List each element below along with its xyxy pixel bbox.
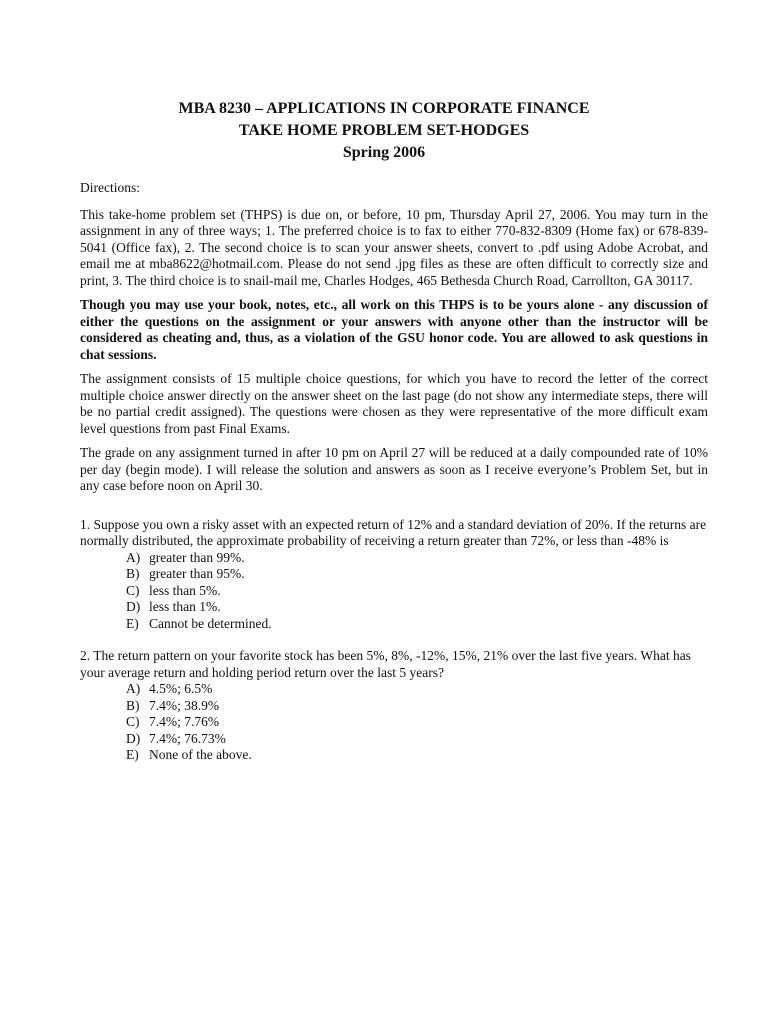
choice-letter: C) <box>126 714 140 729</box>
choice-text: 4.5%; 6.5% <box>149 681 213 696</box>
choice-text: less than 1%. <box>149 599 221 614</box>
answer-choice-a <box>126 681 708 698</box>
term-title: Spring 2006 <box>342 144 426 161</box>
answer-choice-d <box>126 599 708 616</box>
honor-code-notice: Though you may use your book, notes, etc., all work on this THPS is to be yours alone - any discussion of either the questions on the assignment or your answers with anyone other than the instructor will be considered as cheating and, thus, as a violation of the GSU honor code. You are allowed to ask questions in chat sessions. <box>80 297 708 362</box>
question-text: 2. The return pattern on your favorite stock has been 5%, 8%, -12%, 15%, 21% over the last five years. What has your average return and holding period return over the last 5 years? <box>80 648 691 680</box>
choice-letter: B) <box>126 566 140 581</box>
choice-text: Cannot be determined. <box>149 615 272 631</box>
choice-letter: A) <box>126 549 141 565</box>
choice-text: None of the above. <box>149 747 252 762</box>
course-title: MBA 8230 – APPLICATIONS IN CORPORATE FINANCE <box>178 100 590 117</box>
choice-letter: A) <box>126 681 141 696</box>
answer-choice-a <box>126 550 708 567</box>
directions-label: Directions: <box>80 180 140 195</box>
question-text: 1. Suppose you own a risky asset with an expected return of 12% and a standard deviation of 20%. If the returns are normally distributed, the approximate probability of receiving a return greater than 72%, or less than -48% is <box>80 516 707 548</box>
choice-letter: D) <box>126 730 141 746</box>
answer-choice-c <box>126 714 708 731</box>
answer-choices <box>80 681 708 764</box>
choice-text: greater than 95%. <box>149 566 245 581</box>
choice-text: 7.4%; 76.73% <box>149 730 226 746</box>
document-body <box>80 180 708 764</box>
choice-letter: B) <box>126 697 140 713</box>
choice-letter: D) <box>126 599 141 614</box>
answer-choice-e <box>126 747 708 764</box>
choice-letter: E) <box>126 747 139 762</box>
answer-choice-e <box>126 616 708 633</box>
assignment-description: The assignment consists of 15 multiple choice questions, for which you have to record the letter of the correct multiple choice answer directly on the answer sheet on the last page (do not show any intermediate steps, there will be no partial credit assigned). The questions were chosen as they were representative of the more difficult exam level questions from past Final Exams. <box>80 371 708 436</box>
question-2 <box>80 648 708 764</box>
choice-text: 7.4%; 38.9% <box>149 697 220 713</box>
submission-instructions: This take-home problem set (THPS) is due on, or before, 10 pm, Thursday April 27, 2006. You may turn in the assignment in any of three ways; 1. The preferred choice is to fax to either 770-832-8309 (Home fax) or 678-839-5041 (Office fax), 2. The second choice is to scan your answer sheets, convert to .pdf using Adobe Acrobat, and email me at mba8622@hotmail.com. Please do not send .jpg files as these are often difficult to correctly size and print, 3. The third choice is to snail-mail me, Charles Hodges, 465 Bethesda Church Road, Carrollton, GA 30117. <box>80 206 708 288</box>
choice-letter: E) <box>126 615 139 631</box>
question-1 <box>80 517 708 633</box>
choice-letter: C) <box>126 582 140 598</box>
answer-choices <box>80 550 708 633</box>
late-policy: The grade on any assignment turned in after 10 pm on April 27 will be reduced at a daily compounded rate of 10% per day (begin mode). I will release the solution and answers as soon as I receive everyone’s Problem Set, but in any case before noon on April 30. <box>80 445 708 493</box>
choice-text: 7.4%; 7.76% <box>149 714 220 729</box>
answer-choice-b <box>126 566 708 583</box>
answer-choice-d <box>126 731 708 748</box>
answer-choice-c <box>126 583 708 600</box>
choice-text: greater than 99%. <box>149 549 245 565</box>
choice-text: less than 5%. <box>149 582 221 598</box>
answer-choice-b <box>126 698 708 715</box>
problem-set-title: TAKE HOME PROBLEM SET-HODGES <box>238 122 530 139</box>
document-header <box>0 98 768 164</box>
